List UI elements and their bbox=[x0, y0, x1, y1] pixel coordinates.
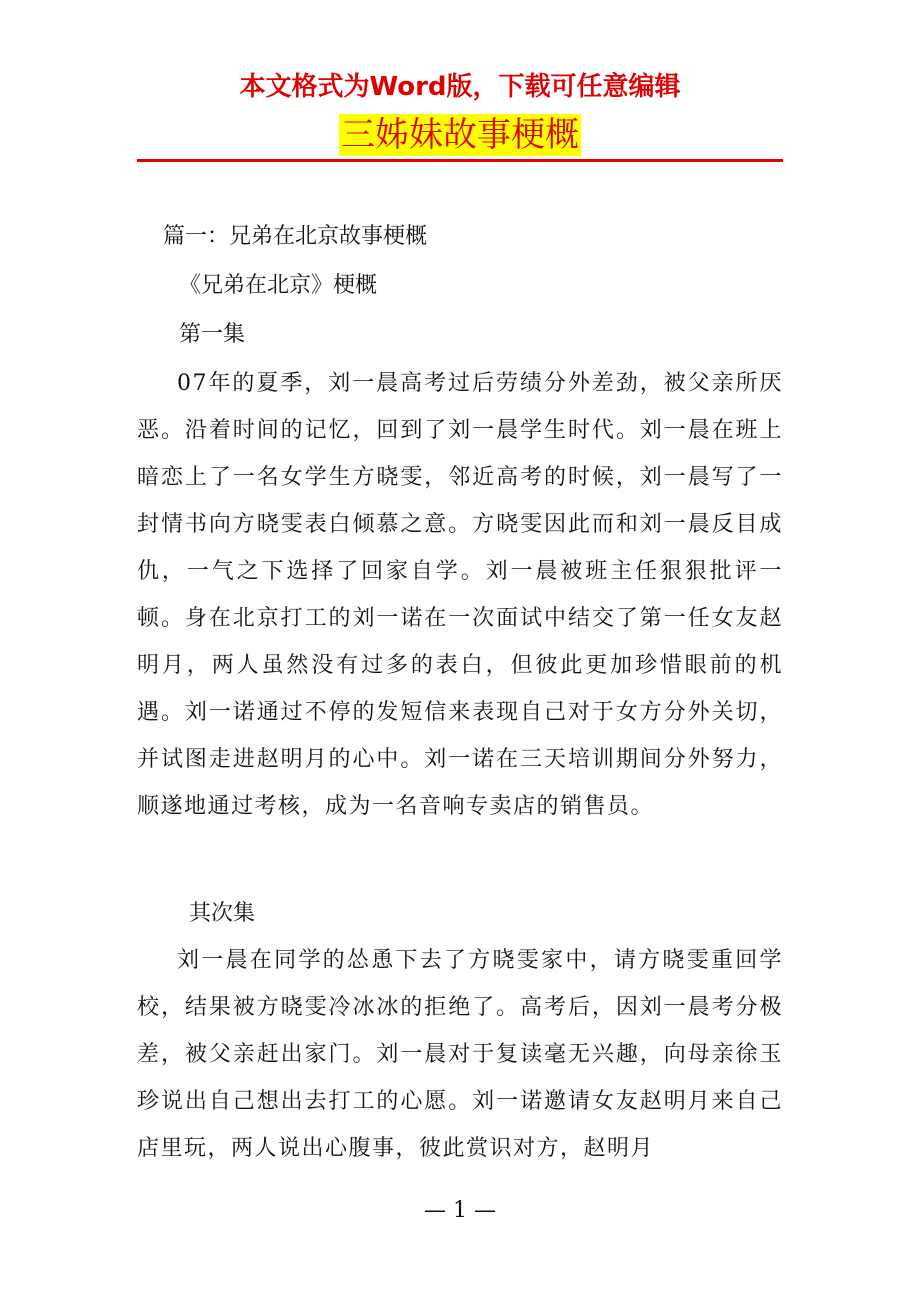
title-divider bbox=[137, 159, 783, 162]
episode2-paragraph: 刘一晨在同学的怂恿下去了方晓雯家中，请方晓雯重回学校，结果被方晓雯冷冰冰的拒绝了。高考后，因刘一晨考分极差，被父亲赶出家门。刘一晨对于复读毫无兴趣，向母亲徐玉珍说出自己想出去打工的心愿。刘一诺邀请女友赵明月来自己店里玩，两人说出心腹事，彼此赏识对方，赵明月 bbox=[137, 948, 783, 1161]
subtitle: 《兄弟在北京》梗概 bbox=[179, 273, 378, 298]
episode1-heading: 第一集 bbox=[179, 322, 246, 347]
download-banner: 本文格式为Word版，下载可任意编辑 bbox=[239, 72, 681, 102]
document-title: 三姊妹故事梗概 bbox=[341, 115, 579, 155]
page-number: — 1 — bbox=[424, 1198, 496, 1223]
episode2-heading: 其次集 bbox=[189, 901, 256, 926]
episode1-paragraph: 07年的夏季，刘一晨高考过后劳绩分外差劲，被父亲所厌恶。沿着时间的记忆，回到了刘一晨学生时代。刘一晨在班上暗恋上了一名女学生方晓雯，邻近高考的时候，刘一晨写了一封情书向方晓雯表白倾慕之意。方晓雯因此而和刘一晨反目成仇，一气之下选择了回家自学。刘一晨被班主任狠狠批评一顿。身在北京打工的刘一诺在一次面试中结交了第一任女友赵明月，两人虽然没有过多的表白，但彼此更加珍惜眼前的机遇。刘一诺通过不停的发短信来表现自己对于女方分外关切，并试图走进赵明月的心中。刘一诺在三天培训期间分外努力，顺遂地通过考核，成为一名音响专卖店的销售员。 bbox=[137, 371, 783, 819]
title-container bbox=[0, 114, 920, 156]
article-heading: 篇一：兄弟在北京故事梗概 bbox=[163, 224, 428, 249]
